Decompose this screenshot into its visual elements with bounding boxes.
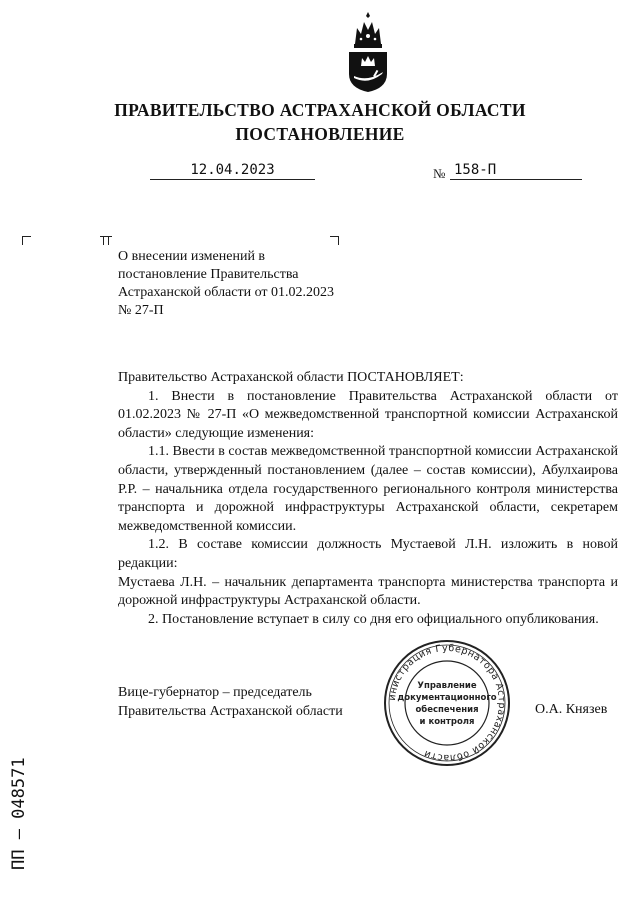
signatory-name: О.А. Князев (535, 702, 608, 717)
org-title: ПРАВИТЕЛЬСТВО АСТРАХАНСКОЙ ОБЛАСТИ (114, 100, 526, 120)
stamp-center-line: и контроля (419, 717, 475, 727)
body-paragraph: 2. Постановление вступает в силу со дня его официального опубликования. (148, 611, 599, 627)
subject-text: О внесении изменений в постановление Правительства Астраханской области от 01.02.2023 № 27-П (118, 249, 335, 318)
serial-text: ПП – 048571 (9, 757, 29, 870)
document-subject (118, 248, 336, 320)
body-paragraph: Правительство Астраханской области ПОСТАНОВЛЯЕТ: (118, 370, 464, 385)
position-line: Правительства Астраханской области (118, 703, 343, 719)
number-sign: № (433, 166, 446, 181)
corner-mark (103, 236, 112, 245)
document-type: ПОСТАНОВЛЕНИЕ (235, 124, 405, 144)
corner-mark (330, 236, 339, 245)
body-paragraph: Мустаева Л.Н. – начальник департамента транспорта министерства транспорта и дорожной инфраструктуры Астраханской области. (118, 574, 618, 609)
body-paragraph: 1. Внести в постановление Правительства Астраханской области от 01.02.2023 № 27-П «О межведомственной транспортной комиссии Астраханской области» следующие изменения: (118, 388, 618, 441)
stamp-ring-text: инистрация Губернатора Астраханской области (386, 642, 508, 764)
official-stamp (382, 638, 512, 768)
corner-mark (22, 236, 31, 245)
document-body (118, 369, 618, 629)
coat-of-arms-icon (345, 10, 391, 94)
document-number: 158-П (450, 162, 582, 180)
position-line: Вице-губернатор – председатель (118, 685, 312, 700)
serial-number (6, 735, 30, 875)
signatory-position (118, 684, 343, 721)
stamp-center-line: Управление (417, 681, 477, 691)
stamp-center-line: документационного (397, 693, 497, 703)
body-paragraph: 1.2. В составе комиссии должность Мустаевой Л.Н. изложить в новой редакции: (118, 537, 618, 571)
document-date: 12.04.2023 (150, 162, 315, 180)
body-paragraph: 1.1. Ввести в состав межведомственной транспортной комиссии Астраханской области, утвержденный постановлением (далее – состав комиссии), Абулхаирова Р.Р. – начальника отдела государственного регионального контроля министерства транспорта и дорожной инфраструктуры Астраханской области, секретарем межведомственной комиссии. (118, 444, 618, 534)
stamp-center-line: обеспечения (415, 705, 479, 715)
